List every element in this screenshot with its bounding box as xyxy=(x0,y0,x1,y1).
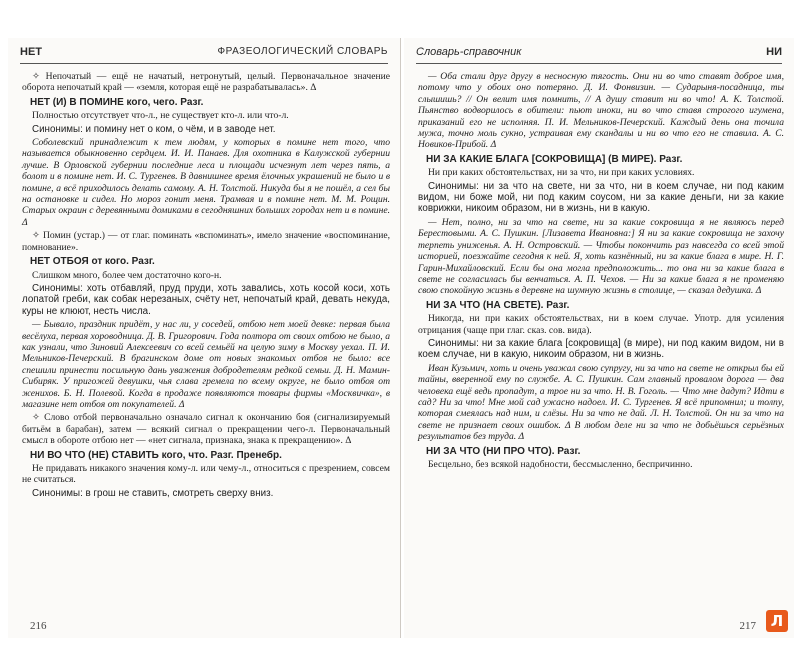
entry-headword: НЕТ ОТБОЯ от кого. Разг. xyxy=(30,256,155,268)
right-header-title: Словарь-справочник xyxy=(416,46,522,58)
left-page-number: 216 xyxy=(30,620,47,632)
publisher-logo: Л xyxy=(766,610,788,632)
usage-examples: Иван Кузьмич, хоть и очень уважал свою супругу, ни за что на свете не открыл бы ей тайны, вверенной ему по службе. А. С. Пушкин. Сам главный провалом дорога — два человека ещё ведь пропадут, а трое ни за что. Н. В. Гоголь. — Что мне дадут? Идти в сад? Ни за что! Мне мой сад ужасно надоел. И. С. Тургенев. Я всё припомнил; и толпу, которая смеялась над ним, и слёзы. Ни за что не дай. Л. Н. Толстой. Он ни за что на свете не признает своих ошибок. Δ В любом деле ни за что не добьёшься серьёзных результатов без труда. Δ xyxy=(418,362,784,443)
synonyms-line: Синонимы: ни за какие блага [сокровища] (в мире), ни под каким видом, ни в коем случае, ни в какую, никоим образом, ни в жизнь. xyxy=(418,337,784,361)
synonyms-line: Синонимы: ни за что на свете, ни за что, ни в коем случае, ни под каким видом, ни боже мой, ни под каким соусом, ни за какие деньги, ни за какие коврижки, никоим образом, ни в жизнь, ни в какую. xyxy=(418,180,784,215)
left-page-text xyxy=(22,71,390,501)
right-running-header xyxy=(416,46,782,60)
definition-text: Никогда, ни при каких обстоятельствах, ни в коем случае. Употр. для усиления отрицания (чаще при глаг. сказ. сов. вида). xyxy=(418,313,784,336)
entry-headword: НИ ВО ЧТО (НЕ) СТАВИТЬ кого, что. Разг. Пренебр. xyxy=(30,449,282,461)
definition-text: ✧ Непочатый — ещё не начатый, нетронутый, целый. Первоначальное значение оборота непочатый край — «земля, которая ещё не разрабатывалась». Δ xyxy=(22,71,390,94)
definition-text: ✧ Слово отбой первоначально означало сигнал к окончанию боя (сигнализируемый битьём в барабан), затем — всякий сигнал о прекращении чего-л. Первоначальный смысл в обороте отбою нет — «нет сигнала, признака, знака к прекращению». Δ xyxy=(22,412,390,447)
definition-text: Не придавать никакого значения кому-л. или чему-л., относиться с презрением, совсем не считаться. xyxy=(22,463,390,486)
left-running-header xyxy=(20,46,388,60)
left-header-title: ФРАЗЕОЛОГИЧЕСКИЙ СЛОВАРЬ xyxy=(217,46,388,57)
right-page-number: 217 xyxy=(739,620,756,632)
right-header-rule xyxy=(416,63,782,64)
entry-headword: НИ ЗА ЧТО (НИ ПРО ЧТО). Разг. xyxy=(426,445,581,457)
book-spread xyxy=(8,38,794,638)
left-header-word: НЕТ xyxy=(20,46,42,58)
synonyms-line: Синонимы: в грош не ставить, смотреть сверху вниз. xyxy=(32,487,274,499)
definition-text: ✧ Помин (устар.) — от глаг. поминать «вспоминать», имело значение «воспоминание, помнование». xyxy=(22,230,390,253)
entry-headword: НИ ЗА КАКИЕ БЛАГА [СОКРОВИЩА] (В МИРЕ). Разг. xyxy=(426,153,683,165)
left-page xyxy=(8,38,401,638)
usage-examples: — Бывало, праздник придёт, у нас ли, у соседей, отбою нет моей девке: первая была весёлуха, первая хороводница. Д. В. Григорович. Года полтора от своих отбою не было, а как узнали, что Зиновий Алексеевич со всей семьёй на целую зиму в Москву уехал. П. И. Мельников-Печерский. В брагинском доме от новых знакомых отбоя не было: все спешили принести посильную дань уважения добродетелям редкой семьи. Д. Н. Мамин-Сибиряк. У пригожей девушки, чья слава гремела по всему округе, не было отбоя от женихов. Б. Н. Полевой. Когда в продаже появляются товары фирмы «Москвичка», в магазине нет отбоя от покупателей. Δ xyxy=(22,319,390,410)
right-page-text xyxy=(418,71,784,472)
entry-headword: НЕТ (И) В ПОМИНЕ кого, чего. Разг. xyxy=(30,96,204,108)
synonyms-line: Синонимы: и помину нет о ком, о чём, и в заводе нет. xyxy=(32,123,276,135)
definition-text: Слишком много, более чем достаточно кого-н. xyxy=(32,269,222,281)
right-header-word: НИ xyxy=(766,46,782,58)
right-page xyxy=(404,38,794,638)
definition-text: Ни при каких обстоятельствах, ни за что, ни при каких условиях. xyxy=(428,167,695,179)
definition-text: Полностью отсутствует что-л., не существует кто-л. или что-л. xyxy=(32,110,289,122)
usage-examples: — Нет, полно, ни за что на свете, ни за какие сокровища я не являюсь перед Берестовыми. А. С. Пушкин. [Лизавета Ивановна:] Я ни за какие сокровища не захочу терпеть униженья. А. Н. Островский. — Чтобы покончить раз навсегда со всей этой историей, поезжайте сегодня к ней. Я, хоть казнённый, ни за какие блага в мире. Н. Г. Гарин-Михайловский. Если бы она могла предположить... то она ни за какие блага в свете не согласилась бы венчаться. А. П. Чехов. — Ни за какие блага я не променяю свою спокойную жизнь в деревне на шумную жизнь в столице, — сказал дедушка. Δ xyxy=(418,216,784,297)
entry-headword: НИ ЗА ЧТО (НА СВЕТЕ). Разг. xyxy=(426,299,570,311)
usage-examples: — Оба стали друг другу в несносную тягость. Они ни во что ставят доброе имя, потому что у обоих оно потеряно. Д. И. Фонвизин. — Сударыня-посадница, ты слышишь? // Он велит имя помнить, // А душу ставит ни во что! А. К. Толстой. Пьянство водворилось в обители: пьют иноки, ни во что ставя строгого игумена, приказаний его не исполняя. П. И. Мельников-Печерский. Каждый день она точила мужа, точно моль сукно, устраивая ему скандалы и ни во что его не ставила. А. С. Новиков-Прибой. Δ xyxy=(418,71,784,151)
left-header-rule xyxy=(20,63,388,64)
synonyms-line: Синонимы: хоть отбавляй, пруд пруди, хоть завались, хоть косой коси, хоть лопатой греби, как собак нерезаных, счёту нет, непочатый край, девать некуда, куры не клюют, несть числа. xyxy=(22,282,390,317)
definition-text: Бесцельно, без всякой надобности, бессмысленно, беспричинно. xyxy=(428,459,693,470)
usage-examples: Соболевский принадлежит к тем людям, у которых в помине нет того, что называется обыкновенно сердцем. И. И. Панаев. Для охотника в Калужской губернии лучше. В Орловской губернии последние леса и площади исчезнут лет через пять, а болот и в помине нет. И. С. Тургенев. В давнишнее время ёлочных украшений не было и в помине, а всё приходилось делать самому. А. Н. Толстой. Никуда бы я не пошёл, а сел бы на остановке и сидел. Но мороз гонит меня. Трамвая и в помине нет. М. М. Рощин. Старых окраин с деревянными домиками в сегодняшних больших городах нет и в помине. Δ xyxy=(22,137,390,228)
